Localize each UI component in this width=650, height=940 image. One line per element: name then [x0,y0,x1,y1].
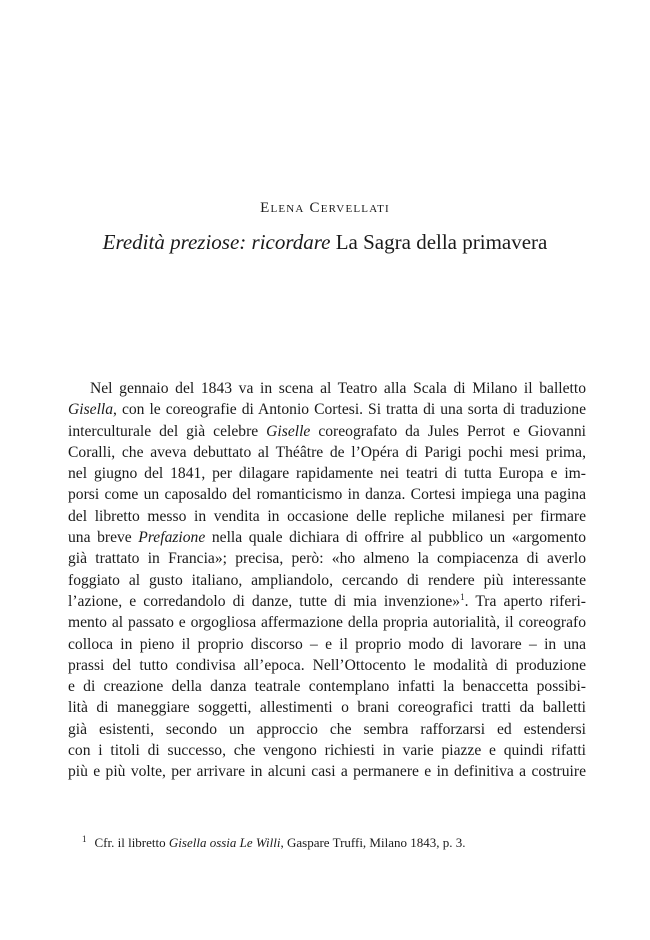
footnote-number: 1 [82,833,87,844]
text-line: mento al passato e orgogliosa affermazione della propria autorialità, il coreografo [68,614,586,632]
footnote-work-title: Gisella ossia Le Willi [168,835,281,850]
text-line: del libretto messo in vendita in occasione delle repliche milanesi per firmare [68,507,586,525]
text-line: più e più volte, per arrivare in alcuni casi a permanere e in definitiva a costruire [68,763,586,781]
text-segment: una breve [68,529,139,547]
article-title [0,230,650,255]
footnote-reference[interactable]: 1 [460,591,465,602]
text-segment: l’azione, e corredandolo di danze, tutte di mia invenzione» [68,592,461,610]
text-line: porsi come un caposaldo del romanticismo in danza. Cortesi impiega una pagina [68,486,586,504]
text-line: lità di maneggiare soggetti, allestimenti o brani coreografici tratti da balletti [68,699,586,717]
text-line: già trattato in Francia»; precisa, però: «ho almeno la compiacenza di averlo [68,550,586,568]
body-paragraph [68,378,586,783]
text-line: con i titoli di successo, che vengono richiesti in varie piazze e quindi rifatti [68,742,586,760]
text-line [68,591,586,612]
text-line: nel giugno del 1841, per dilagare rapidamente nei teatri di tutta Europa e im- [68,465,586,483]
text-segment: interculturale del già celebre [68,422,267,440]
text-line [68,527,586,548]
title-roman-part: La Sagra della primavera [330,230,548,254]
footnote-text: Cfr. il libretto [94,835,169,850]
text-line: foggiato al gusto italiano, ampliandolo, cercando di rendere più interessante [68,571,586,589]
text-line: colloca in pieno il proprio discorso – e il proprio modo di lavorare – in una [68,635,586,653]
work-title: Gisella [68,401,114,419]
text-line [68,399,586,420]
text-line: già esistenti, secondo un approccio che sembra rafforzarsi ed estendersi [68,720,586,738]
text-line: Nel gennaio del 1843 va in scena al Teatro alla Scala di Milano il balletto [90,380,586,397]
text-segment: nella quale dichiara di offrire al pubblico un «argomento [205,529,586,547]
text-segment: , con le coreografie di Antonio Cortesi. Si tratta di una sorta di traduzione [113,401,586,419]
text-line [68,421,586,442]
author-name: Elena Cervellati [260,200,390,216]
work-title: Prefazione [138,529,206,547]
text-segment: coreografato da Jules Perrot e Giovanni [310,422,586,440]
footnote [82,835,582,851]
work-title: Giselle [266,422,311,440]
title-italic-part: Eredità preziose: ricordare [102,230,331,254]
text-line: prassi del tutto condivisa all’epoca. Nell’Ottocento le modalità di produzione [68,656,586,674]
text-segment: . Tra aperto riferi- [464,592,586,610]
text-line: Coralli, che aveva debuttato al Théâtre de l’Opéra di Parigi pochi mesi prima, [68,443,586,461]
footnote-text: , Gaspare Truffi, Milano 1843, p. 3. [280,835,466,850]
text-line: e di creazione della danza teatrale contemplano infatti la benaccetta possibi- [68,678,586,696]
